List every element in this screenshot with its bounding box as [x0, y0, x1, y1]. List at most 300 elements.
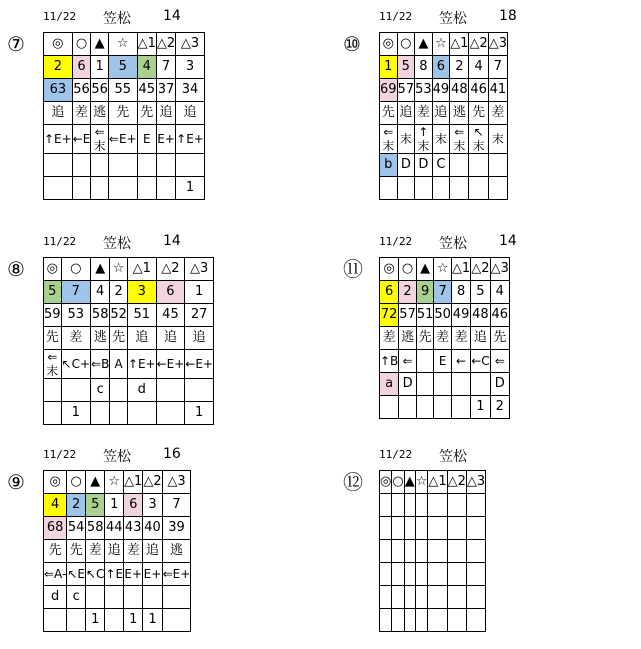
mark-header-row [380, 471, 486, 494]
mark-header-cell: ▲ [85, 471, 104, 494]
runner-count: 16 [163, 446, 181, 462]
table-cell: 45 [137, 79, 156, 102]
race-header [43, 233, 303, 253]
table-cell [380, 177, 398, 200]
table-cell [404, 494, 415, 517]
mark-header-cell: ○ [67, 471, 86, 494]
mark-header-row [44, 258, 214, 281]
mark-header-cell: ○ [392, 471, 404, 494]
table-cell: 72 [380, 304, 399, 327]
table-cell [91, 402, 110, 425]
table-cell: 1 [105, 494, 124, 517]
table-cell: 51 [127, 304, 156, 327]
table-cell [392, 494, 404, 517]
table-row [380, 102, 508, 125]
mark-header-cell: △2 [447, 471, 466, 494]
table-cell [137, 177, 156, 200]
table-cell: 2 [110, 281, 128, 304]
table-cell [466, 540, 485, 563]
mark-header-cell: ◎ [44, 33, 73, 56]
table-cell [450, 154, 469, 177]
table-row [44, 540, 191, 563]
table-row [44, 586, 191, 609]
table-cell: 3 [127, 281, 156, 304]
mark-header-cell: ○ [399, 258, 417, 281]
table-cell: 差 [488, 102, 507, 125]
table-cell: 53 [61, 304, 91, 327]
table-cell: 49 [432, 79, 450, 102]
mark-header-cell: △1 [137, 33, 156, 56]
table-cell: 逃 [450, 102, 469, 125]
table-cell [434, 373, 452, 396]
race-number: ⑦ [7, 32, 25, 56]
table-cell [72, 177, 91, 200]
table-cell: 48 [450, 79, 469, 102]
mark-header-cell: ☆ [108, 33, 137, 56]
table-cell [415, 517, 428, 540]
table-cell: ↑末 [415, 125, 433, 154]
table-cell [61, 379, 91, 402]
table-cell [404, 563, 415, 586]
table-row [44, 177, 205, 200]
table-row [380, 586, 486, 609]
prediction-table [43, 257, 214, 425]
table-cell: E+ [156, 125, 175, 154]
mark-header-cell: ○ [397, 33, 415, 56]
table-cell: 1 [185, 281, 214, 304]
table-cell [416, 396, 434, 419]
table-cell [428, 609, 447, 632]
table-cell: 2 [44, 56, 73, 79]
table-cell: d [127, 379, 156, 402]
table-cell: 2 [450, 56, 469, 79]
mark-header-cell: △3 [466, 471, 485, 494]
table-cell: 34 [176, 79, 205, 102]
table-cell: ⇐A- [44, 563, 67, 586]
table-cell [156, 379, 185, 402]
table-cell: 末 [488, 125, 507, 154]
table-row [380, 350, 510, 373]
table-cell: 44 [105, 517, 124, 540]
mark-header-row [380, 33, 508, 56]
mark-header-cell: △2 [156, 33, 175, 56]
race-date: 11/22 [43, 448, 77, 461]
table-cell: ←E+ [156, 350, 185, 379]
table-cell: 5 [471, 281, 490, 304]
table-cell: 53 [415, 79, 433, 102]
table-cell: 追 [105, 540, 124, 563]
table-cell [124, 586, 143, 609]
table-cell: 8 [451, 281, 470, 304]
table-row [44, 79, 205, 102]
table-cell [466, 517, 485, 540]
table-cell: 先 [67, 540, 86, 563]
mark-header-cell: ▲ [91, 258, 110, 281]
table-cell [143, 586, 162, 609]
table-cell: 6 [156, 281, 185, 304]
table-cell [44, 402, 62, 425]
table-cell: ↖C [85, 563, 104, 586]
table-cell: 57 [397, 79, 415, 102]
table-cell [451, 373, 470, 396]
table-cell: 1 [185, 402, 214, 425]
table-cell: 追 [432, 102, 450, 125]
mark-header-cell: △3 [490, 258, 509, 281]
table-cell: 1 [61, 402, 91, 425]
table-row [44, 379, 214, 402]
table-row [380, 373, 510, 396]
race-date: 11/22 [379, 10, 413, 23]
table-row [44, 517, 191, 540]
table-cell: 先 [137, 102, 156, 125]
table-cell: 追 [471, 327, 490, 350]
table-cell [380, 396, 399, 419]
mark-header-cell: △2 [143, 471, 162, 494]
table-cell: 逃 [91, 327, 110, 350]
table-cell [399, 396, 417, 419]
table-cell: 先 [490, 327, 509, 350]
table-cell: 差 [380, 327, 399, 350]
table-cell [380, 494, 392, 517]
table-cell: 6 [72, 56, 91, 79]
table-row [380, 56, 508, 79]
table-cell: 逃 [399, 327, 417, 350]
table-cell: 追 [176, 102, 205, 125]
table-row [380, 517, 486, 540]
table-cell: ⇐E+ [162, 563, 191, 586]
mark-header-cell: △3 [176, 33, 205, 56]
runner-count: 14 [163, 8, 181, 24]
race-number: ⑨ [7, 470, 25, 494]
table-cell: 1 [176, 177, 205, 200]
table-cell [450, 177, 469, 200]
table-cell: 追 [127, 327, 156, 350]
table-cell [85, 586, 104, 609]
mark-header-cell: ☆ [415, 471, 428, 494]
table-row [44, 154, 205, 177]
table-cell [108, 177, 137, 200]
table-row [380, 304, 510, 327]
table-cell [137, 154, 156, 177]
runner-count: 14 [163, 233, 181, 249]
race-date: 11/22 [379, 235, 413, 248]
table-cell: E+ [143, 563, 162, 586]
table-cell: 1 [85, 609, 104, 632]
race-venue: 笠松 [103, 236, 131, 252]
mark-header-cell: ○ [61, 258, 91, 281]
mark-header-cell: △3 [488, 33, 507, 56]
table-cell: c [91, 379, 110, 402]
table-cell [428, 586, 447, 609]
table-row [44, 563, 191, 586]
table-cell: ⇐E+ [108, 125, 137, 154]
mark-header-cell: ▲ [416, 258, 434, 281]
table-cell [380, 540, 392, 563]
mark-header-cell: ☆ [105, 471, 124, 494]
table-cell [466, 494, 485, 517]
table-cell: 7 [434, 281, 452, 304]
table-cell: 41 [488, 79, 507, 102]
table-cell: 4 [91, 281, 110, 304]
table-cell: ↖C+ [61, 350, 91, 379]
table-cell: 43 [124, 517, 143, 540]
table-cell: 57 [399, 304, 417, 327]
table-cell [392, 586, 404, 609]
table-cell [91, 154, 109, 177]
table-row [44, 350, 214, 379]
table-cell [404, 517, 415, 540]
table-cell: 9 [416, 281, 434, 304]
table-cell: 51 [416, 304, 434, 327]
table-cell [428, 540, 447, 563]
table-cell: 末 [432, 125, 450, 154]
table-cell: 逃 [162, 540, 191, 563]
table-cell: 4 [490, 281, 509, 304]
table-cell: ⇐B [91, 350, 110, 379]
table-cell: 5 [397, 56, 415, 79]
table-cell: 2 [67, 494, 86, 517]
mark-header-cell: △1 [124, 471, 143, 494]
table-cell: ↑E+ [176, 125, 205, 154]
table-cell [108, 154, 137, 177]
table-row [44, 494, 191, 517]
table-cell [488, 154, 507, 177]
table-cell: 先 [416, 327, 434, 350]
table-cell [466, 586, 485, 609]
table-cell: 6 [380, 281, 399, 304]
table-cell: 48 [471, 304, 490, 327]
table-cell: 58 [91, 304, 110, 327]
table-cell [469, 154, 488, 177]
table-cell: 追 [156, 327, 185, 350]
table-row [380, 154, 508, 177]
table-cell: 差 [85, 540, 104, 563]
table-cell [488, 177, 507, 200]
prediction-table [379, 257, 510, 419]
table-cell: 5 [85, 494, 104, 517]
table-row [380, 177, 508, 200]
table-cell: 58 [85, 517, 104, 540]
table-cell: 37 [156, 79, 175, 102]
table-cell: 追 [156, 102, 175, 125]
table-cell [447, 540, 466, 563]
table-cell [156, 402, 185, 425]
race-header [379, 233, 639, 253]
table-cell [392, 609, 404, 632]
table-row [380, 563, 486, 586]
table-cell [469, 177, 488, 200]
table-cell [380, 586, 392, 609]
table-cell: ↑B [380, 350, 399, 373]
table-cell [127, 402, 156, 425]
table-cell: a [380, 373, 399, 396]
mark-header-cell: ▲ [404, 471, 415, 494]
table-cell [404, 540, 415, 563]
table-cell: 4 [137, 56, 156, 79]
table-cell [415, 540, 428, 563]
table-cell [466, 563, 485, 586]
table-cell: ⇐末 [380, 125, 398, 154]
table-row [380, 79, 508, 102]
table-cell: 追 [185, 327, 214, 350]
table-cell [91, 177, 109, 200]
table-cell: 5 [108, 56, 137, 79]
table-cell: 2 [399, 281, 417, 304]
table-cell [397, 177, 415, 200]
table-cell [415, 494, 428, 517]
table-cell: ↑E [105, 563, 124, 586]
table-cell [44, 177, 73, 200]
table-cell: b [380, 154, 398, 177]
table-cell: D [490, 373, 509, 396]
table-cell [428, 494, 447, 517]
table-cell: c [67, 586, 86, 609]
table-cell: 7 [61, 281, 91, 304]
table-cell [466, 609, 485, 632]
table-cell [447, 563, 466, 586]
table-cell: ⇐ [490, 350, 509, 373]
mark-header-cell: ▲ [91, 33, 109, 56]
table-cell [105, 609, 124, 632]
table-cell: 39 [162, 517, 191, 540]
table-row [44, 281, 214, 304]
table-cell: ←C [471, 350, 490, 373]
mark-header-cell: ○ [72, 33, 91, 56]
table-cell: ⇐末 [91, 125, 109, 154]
table-cell [156, 154, 175, 177]
table-cell [434, 396, 452, 419]
table-cell [447, 609, 466, 632]
table-cell: 差 [72, 102, 91, 125]
table-cell [404, 609, 415, 632]
table-cell: 2 [490, 396, 509, 419]
table-cell [380, 609, 392, 632]
table-cell: E+ [124, 563, 143, 586]
race-number: ⑧ [7, 257, 25, 281]
table-cell: A [110, 350, 128, 379]
race-venue: 笠松 [439, 11, 467, 27]
table-cell [392, 540, 404, 563]
table-row [380, 281, 510, 304]
table-cell: 1 [124, 609, 143, 632]
table-cell [392, 563, 404, 586]
table-cell: 先 [44, 540, 67, 563]
table-cell: 68 [44, 517, 67, 540]
table-cell [404, 586, 415, 609]
mark-header-cell: △2 [469, 33, 488, 56]
table-cell [105, 586, 124, 609]
mark-header-cell: ◎ [44, 471, 67, 494]
race-number: ⑫ [343, 470, 363, 494]
table-cell: 40 [143, 517, 162, 540]
table-cell: 先 [44, 327, 62, 350]
race-venue: 笠松 [439, 236, 467, 252]
table-cell: 5 [44, 281, 62, 304]
table-cell [44, 379, 62, 402]
table-cell: ↖E [67, 563, 86, 586]
table-cell [176, 154, 205, 177]
table-cell [72, 154, 91, 177]
table-cell: 先 [380, 102, 398, 125]
table-cell: ←E+ [185, 350, 214, 379]
table-cell: 末 [397, 125, 415, 154]
mark-header-row [44, 471, 191, 494]
mark-header-cell: ◎ [44, 258, 62, 281]
table-cell: 6 [432, 56, 450, 79]
table-cell: ↑E+ [127, 350, 156, 379]
table-cell [44, 154, 73, 177]
table-row [380, 609, 486, 632]
prediction-table [43, 32, 205, 200]
table-cell [162, 586, 191, 609]
race-header [43, 8, 303, 28]
race-header [379, 446, 639, 466]
table-cell: 56 [72, 79, 91, 102]
mark-header-cell: △1 [127, 258, 156, 281]
table-cell [416, 350, 434, 373]
table-cell [110, 379, 128, 402]
table-cell: 差 [61, 327, 91, 350]
table-cell: ←E [72, 125, 91, 154]
table-cell [471, 373, 490, 396]
table-row [44, 609, 191, 632]
table-cell [428, 517, 447, 540]
table-cell: E [434, 350, 452, 373]
table-cell [432, 177, 450, 200]
race-header [43, 446, 303, 466]
mark-header-cell: △3 [162, 471, 191, 494]
table-cell: 1 [380, 56, 398, 79]
table-row [380, 540, 486, 563]
mark-header-cell: ◎ [380, 471, 392, 494]
table-cell: 7 [156, 56, 175, 79]
mark-header-cell: △1 [450, 33, 469, 56]
table-cell: E [137, 125, 156, 154]
table-row [44, 327, 214, 350]
table-cell: 59 [44, 304, 62, 327]
table-cell [380, 517, 392, 540]
table-cell: 55 [108, 79, 137, 102]
table-cell [44, 609, 67, 632]
table-cell: 27 [185, 304, 214, 327]
table-cell: ⇐ [399, 350, 417, 373]
mark-header-row [44, 33, 205, 56]
table-cell: 56 [91, 79, 109, 102]
mark-header-cell: △2 [471, 258, 490, 281]
mark-header-cell: △3 [185, 258, 214, 281]
table-cell [415, 609, 428, 632]
table-row [44, 56, 205, 79]
table-row [380, 327, 510, 350]
table-row [380, 494, 486, 517]
table-cell [110, 402, 128, 425]
table-cell: 1 [143, 609, 162, 632]
race-date: 11/22 [379, 448, 413, 461]
race-number: ⑩ [343, 32, 361, 56]
table-row [44, 304, 214, 327]
mark-header-cell: ☆ [110, 258, 128, 281]
mark-header-cell: ☆ [434, 258, 452, 281]
table-row [380, 396, 510, 419]
table-cell: ↑E+ [44, 125, 73, 154]
race-header [379, 8, 639, 28]
runner-count: 14 [499, 233, 517, 249]
table-cell [67, 609, 86, 632]
table-cell: 50 [434, 304, 452, 327]
table-cell [156, 177, 175, 200]
race-venue: 笠松 [439, 449, 467, 465]
table-cell: D [415, 154, 433, 177]
